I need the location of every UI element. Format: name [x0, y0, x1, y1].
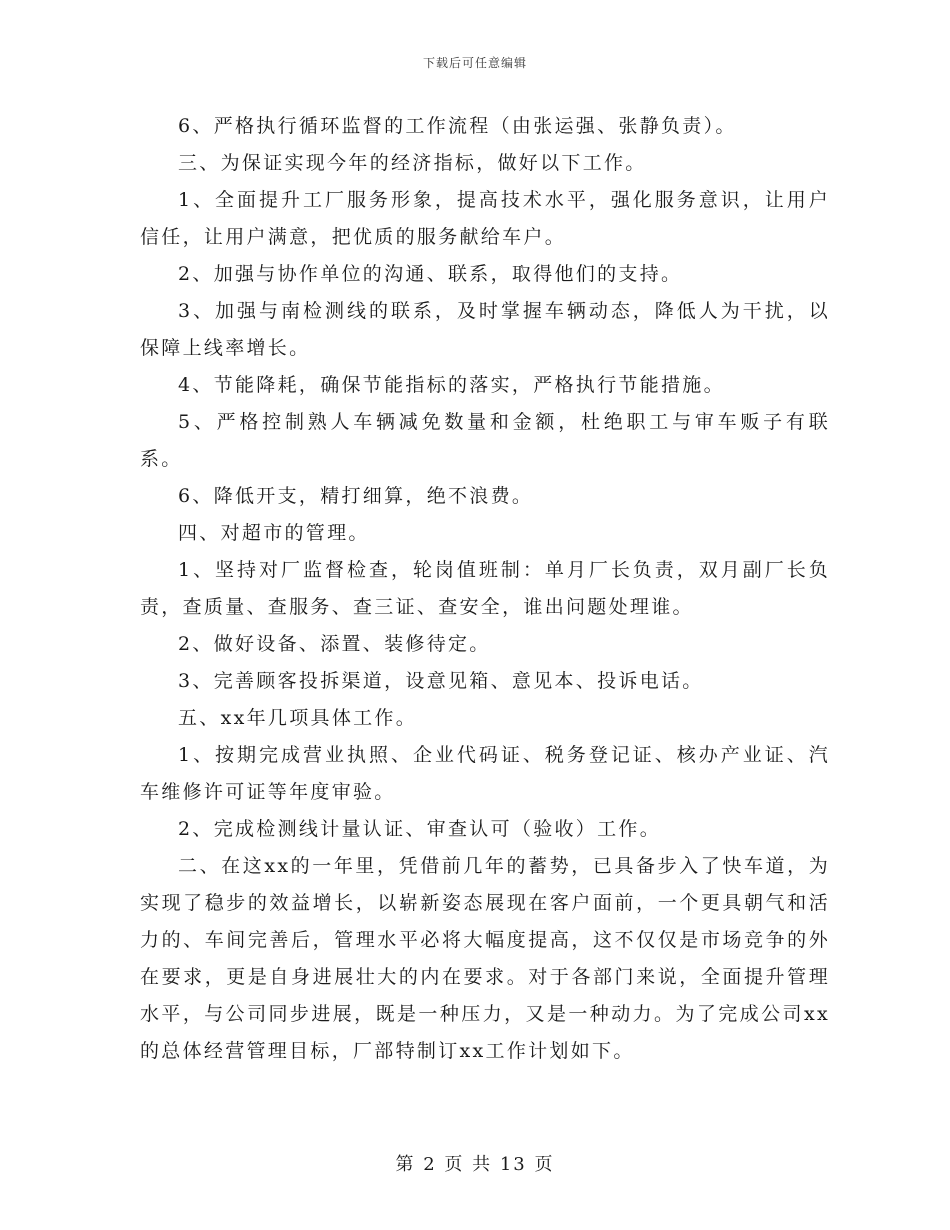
paragraph: 5、严格控制熟人车辆减免数量和金额，杜绝职工与审车贩子有联系。: [140, 411, 830, 470]
paragraph: 1、全面提升工厂服务形象，提高技术水平，强化服务意识，让用户信任，让用户满意，把优质的服务献给车户。: [140, 189, 830, 248]
paragraph: 四、对超市的管理。: [178, 522, 370, 544]
paragraph: 3、完善顾客投拆渠道，设意见箱、意见本、投诉电话。: [178, 670, 704, 692]
paragraph: 4、节能降耗，确保节能指标的落实，严格执行节能措施。: [178, 374, 725, 396]
paragraph: 二、在这xx的一年里，凭借前几年的蓄势，已具备步入了快车道，为实现了稳步的效益增长，以崭新姿态展现在客户面前，一个更具朝气和活力的、车间完善后，管理水平必将大幅度提高，这不仅仅是市场竞争的外在要求，更是自身进展壮大的内在要求。对于各部门来说，全面提升管理水平，与公司同步进展，既是一种压力，又是一种动力。为了完成公司xx的总体经营管理目标，厂部特制订xx工作计划如下。: [140, 855, 830, 1062]
paragraph: 2、做好设备、添置、装修待定。: [178, 633, 491, 655]
paragraph: 五、xx年几项具体工作。: [178, 707, 418, 729]
document-body: [140, 108, 830, 1070]
paragraph: 1、按期完成营业执照、企业代码证、税务登记证、核办产业证、汽车维修许可证等年度审验。: [140, 744, 830, 803]
page-number: 第 2 页 共 13 页: [395, 1154, 555, 1175]
paragraph: 6、严格执行循环监督的工作流程（由张运强、张静负责）。: [178, 115, 737, 137]
paragraph: 2、完成检测线计量认证、审查认可（验收）工作。: [178, 818, 661, 840]
page-header: 下载后可任意编辑: [422, 56, 527, 70]
paragraph: 1、坚持对厂监督检查，轮岗值班制：单月厂长负责，双月副厂长负责，查质量、查服务、查三证、查安全，谁出问题处理谁。: [140, 559, 830, 618]
paragraph: 三、为保证实现今年的经济指标，做好以下工作。: [178, 152, 647, 174]
paragraph: 2、加强与协作单位的沟通、联系，取得他们的支持。: [178, 263, 683, 285]
paragraph: 3、加强与南检测线的联系，及时掌握车辆动态，降低人为干扰，以保障上线率增长。: [140, 300, 830, 359]
paragraph: 6、降低开支，精打细算，绝不浪费。: [178, 485, 534, 507]
